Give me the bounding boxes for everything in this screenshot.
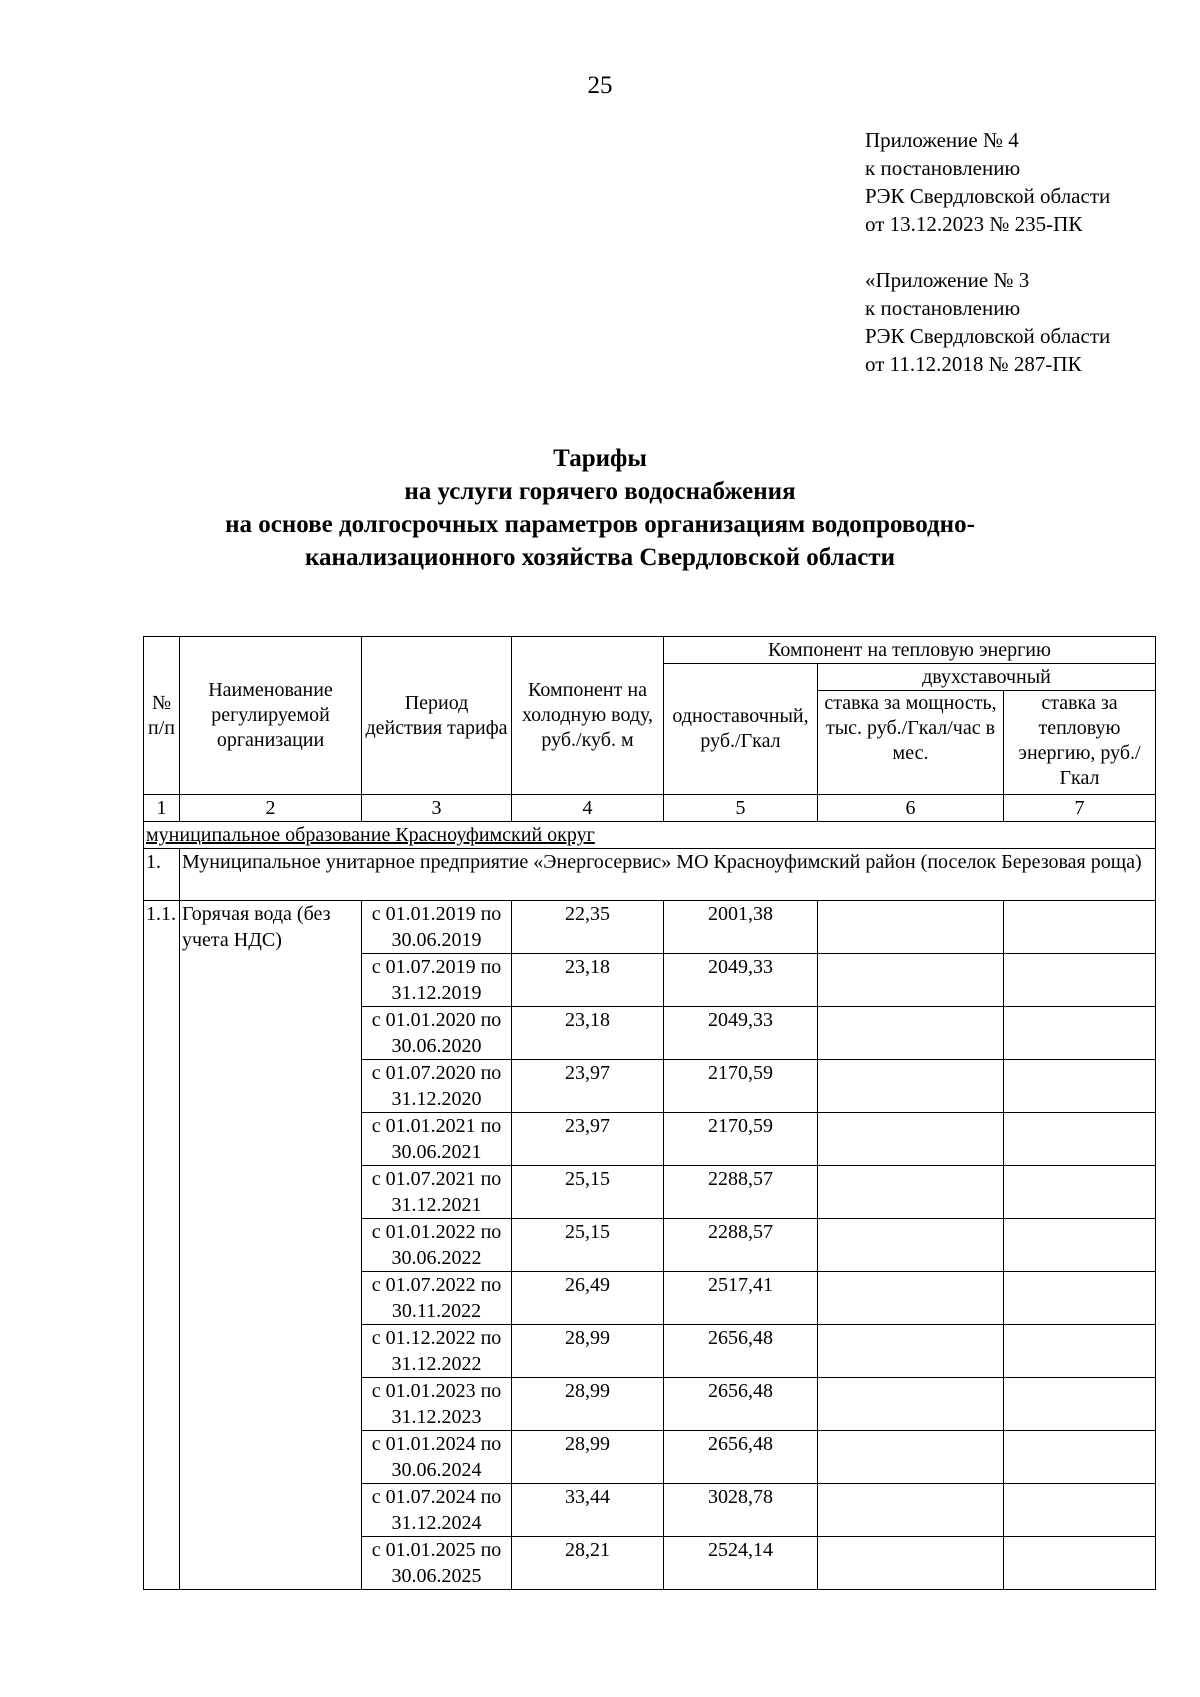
period-cell	[362, 954, 512, 1007]
period-cell	[362, 1166, 512, 1219]
annex-previous-line-3: РЭК Свердловской области	[865, 324, 1111, 348]
cold-water-value: 23,18	[512, 954, 664, 1007]
annex-previous-line-1: «Приложение № 3	[865, 268, 1030, 292]
energy-rate-value	[1004, 1378, 1156, 1431]
cold-water-value: 28,99	[512, 1378, 664, 1431]
header-single-rate: одноставочный, руб./Гкал	[664, 664, 818, 795]
cold-water-value: 25,15	[512, 1166, 664, 1219]
period-to: 30.06.2022	[391, 1247, 482, 1269]
period-cell	[362, 1113, 512, 1166]
period-to: 31.12.2023	[391, 1406, 482, 1428]
column-number: 7	[1004, 795, 1156, 822]
organization-name: Муниципальное унитарное предприятие «Энергосервис» МО Красноуфимский район (поселок Березовая роща)	[180, 849, 1156, 901]
cold-water-value: 23,97	[512, 1060, 664, 1113]
annex-previous-line-4: от 11.12.2018 № 287-ПК	[865, 352, 1082, 376]
single-rate-value: 2517,41	[664, 1272, 818, 1325]
header-cold-water: Компонент на холодную воду, руб./куб. м	[512, 637, 664, 795]
capacity-rate-value	[818, 901, 1004, 954]
cold-water-value: 28,99	[512, 1325, 664, 1378]
period-from: с 01.01.2022 по	[371, 1221, 502, 1243]
document-title	[0, 442, 1200, 574]
tariff-table	[143, 636, 1156, 1590]
period-from: с 01.01.2021 по	[371, 1115, 502, 1137]
energy-rate-value	[1004, 901, 1156, 954]
title-line-2: на услуги горячего водоснабжения	[404, 478, 796, 505]
period-cell	[362, 1219, 512, 1272]
single-rate-value: 2001,38	[664, 901, 818, 954]
header-period: Период действия тарифа	[362, 637, 512, 795]
annex-current-line-3: РЭК Свердловской области	[865, 184, 1111, 208]
page-number: 25	[587, 72, 613, 99]
energy-rate-value	[1004, 1113, 1156, 1166]
organization-num: 1.	[144, 849, 180, 901]
cold-water-value: 22,35	[512, 901, 664, 954]
energy-rate-value	[1004, 1007, 1156, 1060]
single-rate-value: 2656,48	[664, 1431, 818, 1484]
cold-water-value: 26,49	[512, 1272, 664, 1325]
energy-rate-value	[1004, 1219, 1156, 1272]
capacity-rate-value	[818, 1325, 1004, 1378]
cold-water-value: 28,99	[512, 1431, 664, 1484]
single-rate-value: 3028,78	[664, 1484, 818, 1537]
column-number: 5	[664, 795, 818, 822]
single-rate-value: 2288,57	[664, 1219, 818, 1272]
period-to: 31.12.2022	[391, 1353, 482, 1375]
period-from: с 01.07.2022 по	[371, 1274, 502, 1296]
energy-rate-value	[1004, 954, 1156, 1007]
period-from: с 01.01.2024 по	[371, 1433, 502, 1455]
column-number: 2	[180, 795, 362, 822]
single-rate-value: 2656,48	[664, 1378, 818, 1431]
period-cell	[362, 1484, 512, 1537]
period-cell	[362, 1537, 512, 1590]
capacity-rate-value	[818, 1113, 1004, 1166]
column-number: 3	[362, 795, 512, 822]
capacity-rate-value	[818, 1537, 1004, 1590]
period-to: 30.11.2022	[391, 1300, 482, 1322]
energy-rate-value	[1004, 1166, 1156, 1219]
capacity-rate-value	[818, 1219, 1004, 1272]
single-rate-value: 2170,59	[664, 1060, 818, 1113]
table-row	[144, 901, 1156, 954]
header-num: № п/п	[144, 637, 180, 795]
title-line-1: Тарифы	[553, 445, 647, 472]
cold-water-value: 28,21	[512, 1537, 664, 1590]
capacity-rate-value	[818, 1007, 1004, 1060]
energy-rate-value	[1004, 1431, 1156, 1484]
header-energy-rate: ставка за тепловую энергию, руб./Гкал	[1004, 691, 1156, 795]
energy-rate-value	[1004, 1060, 1156, 1113]
single-rate-value: 2049,33	[664, 954, 818, 1007]
annex-current-line-4: от 13.12.2023 № 235-ПК	[865, 212, 1083, 236]
cold-water-value: 33,44	[512, 1484, 664, 1537]
capacity-rate-value	[818, 1166, 1004, 1219]
period-from: с 01.07.2021 по	[371, 1168, 502, 1190]
period-cell	[362, 1007, 512, 1060]
period-to: 30.06.2024	[391, 1459, 482, 1481]
capacity-rate-value	[818, 1484, 1004, 1537]
capacity-rate-value	[818, 1060, 1004, 1113]
item-num: 1.1.	[144, 901, 180, 1590]
energy-rate-value	[1004, 1537, 1156, 1590]
energy-rate-value	[1004, 1484, 1156, 1537]
header-name: Наименование регулируемой организации	[180, 637, 362, 795]
annex-current-line-1: Приложение № 4	[865, 128, 1019, 152]
column-number: 6	[818, 795, 1004, 822]
period-to: 30.06.2019	[391, 929, 482, 951]
period-from: с 01.01.2025 по	[371, 1539, 502, 1561]
period-to: 31.12.2021	[391, 1194, 482, 1216]
period-from: с 01.07.2020 по	[371, 1062, 502, 1084]
capacity-rate-value	[818, 1431, 1004, 1484]
single-rate-value: 2656,48	[664, 1325, 818, 1378]
period-to: 30.06.2021	[391, 1141, 482, 1163]
period-cell	[362, 1272, 512, 1325]
header-capacity-rate: ставка за мощность, тыс. руб./Гкал/час в мес.	[818, 691, 1004, 795]
energy-rate-value	[1004, 1325, 1156, 1378]
capacity-rate-value	[818, 1378, 1004, 1431]
period-cell	[362, 1325, 512, 1378]
cold-water-value: 23,97	[512, 1113, 664, 1166]
period-cell	[362, 1431, 512, 1484]
single-rate-value: 2049,33	[664, 1007, 818, 1060]
annex-previous-line-2: к постановлению	[865, 296, 1021, 320]
period-to: 30.06.2020	[391, 1035, 482, 1057]
column-number-row	[144, 795, 1156, 822]
title-line-3: на основе долгосрочных параметров организациям водопроводно-	[225, 511, 975, 538]
period-from: с 01.01.2019 по	[371, 903, 502, 925]
capacity-rate-value	[818, 954, 1004, 1007]
cold-water-value: 25,15	[512, 1219, 664, 1272]
period-cell	[362, 1060, 512, 1113]
column-number: 4	[512, 795, 664, 822]
period-to: 30.06.2025	[391, 1565, 482, 1587]
column-number: 1	[144, 795, 180, 822]
municipality-row: муниципальное образование Красноуфимский округ	[144, 822, 1156, 849]
cold-water-value: 23,18	[512, 1007, 664, 1060]
period-from: с 01.01.2023 по	[371, 1380, 502, 1402]
period-cell	[362, 901, 512, 954]
period-from: с 01.07.2019 по	[371, 956, 502, 978]
period-to: 31.12.2019	[391, 982, 482, 1004]
title-line-4: канализационного хозяйства Свердловской области	[305, 544, 895, 571]
annex-current	[865, 126, 1110, 238]
capacity-rate-value	[818, 1272, 1004, 1325]
period-to: 31.12.2020	[391, 1088, 482, 1110]
annex-previous	[865, 266, 1110, 378]
single-rate-value: 2170,59	[664, 1113, 818, 1166]
period-to: 31.12.2024	[391, 1512, 482, 1534]
period-from: с 01.12.2022 по	[371, 1327, 502, 1349]
header-two-rate-group: двухставочный	[818, 664, 1156, 691]
period-from: с 01.07.2024 по	[371, 1486, 502, 1508]
annex-current-line-2: к постановлению	[865, 156, 1021, 180]
energy-rate-value	[1004, 1272, 1156, 1325]
period-from: с 01.01.2020 по	[371, 1009, 502, 1031]
header-heat-group: Компонент на тепловую энергию	[664, 637, 1156, 664]
item-name: Горячая вода (без учета НДС)	[180, 901, 362, 1590]
single-rate-value: 2288,57	[664, 1166, 818, 1219]
single-rate-value: 2524,14	[664, 1537, 818, 1590]
period-cell	[362, 1378, 512, 1431]
